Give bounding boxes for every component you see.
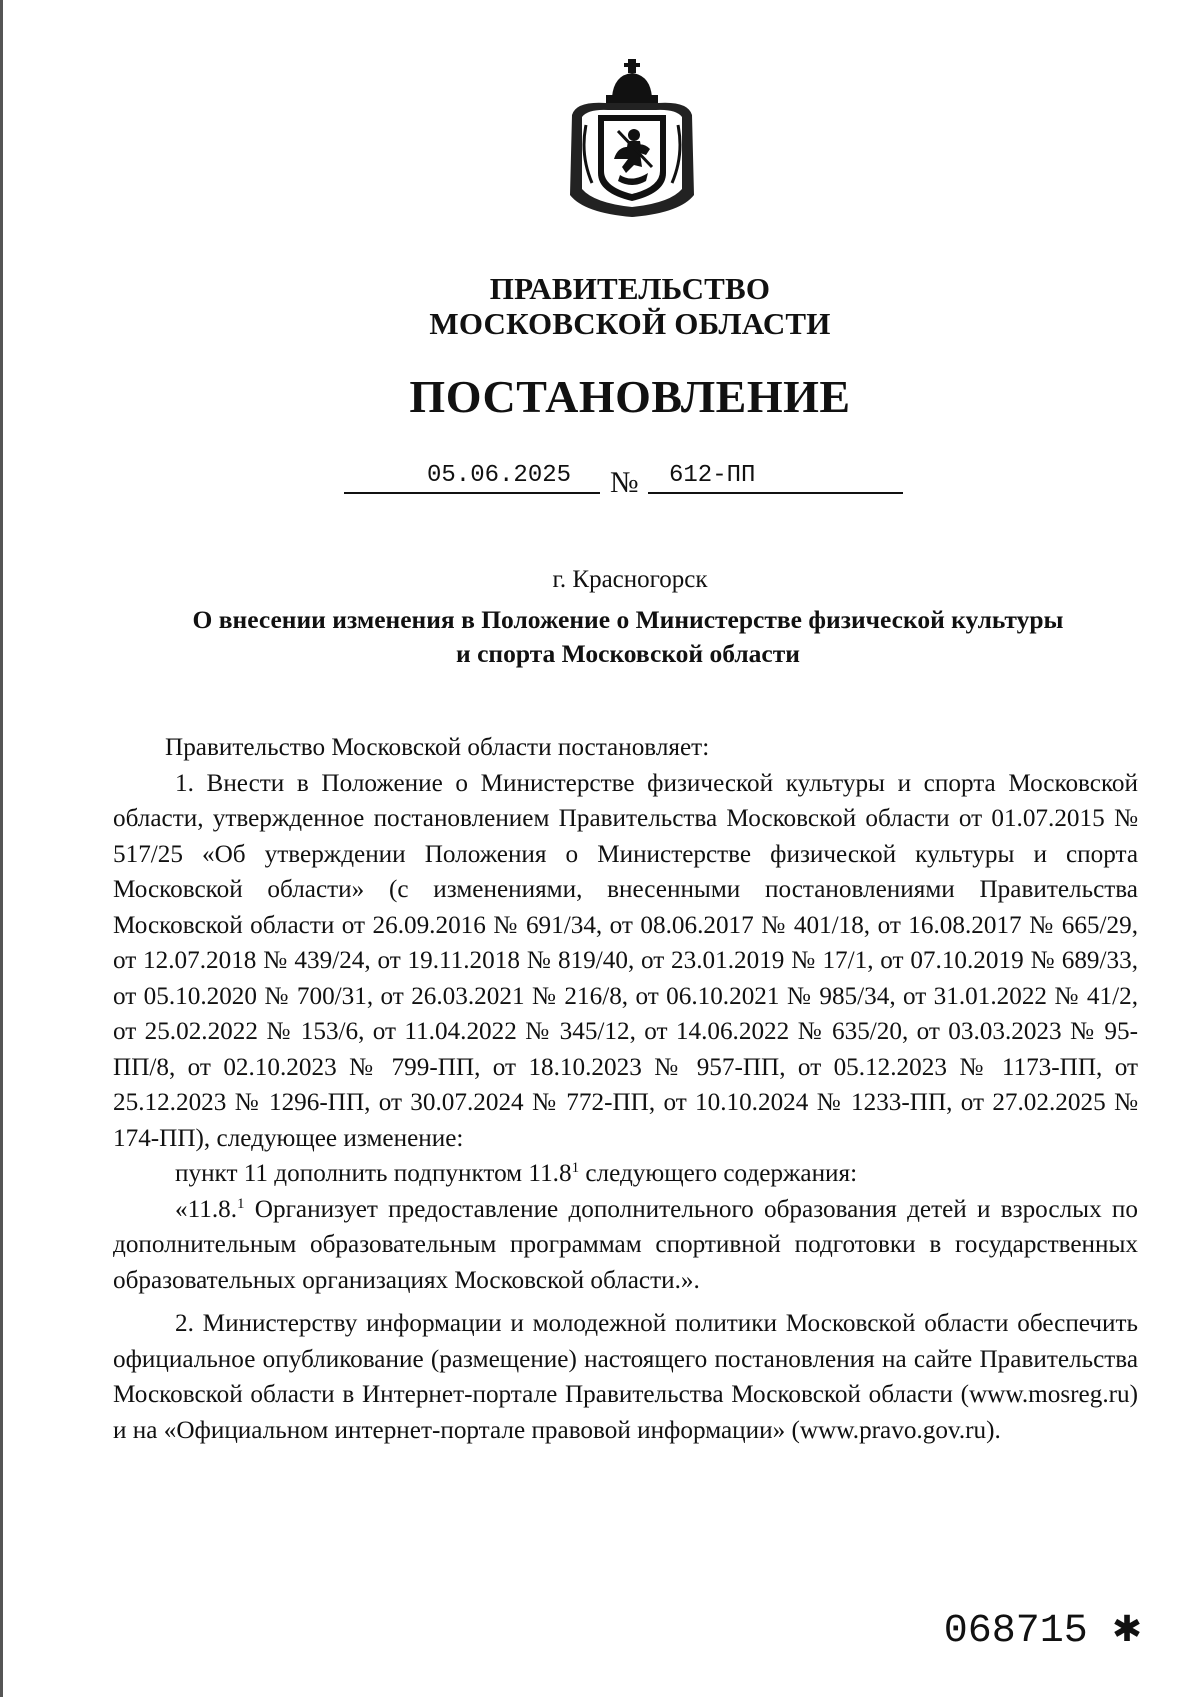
document-type: ПОСТАНОВЛЕНИЕ — [409, 371, 851, 422]
date-underline — [344, 492, 600, 494]
number-sign: № — [610, 466, 639, 499]
subitem-intro-tail: следующего содержания: — [579, 1160, 858, 1187]
asterisk-icon: ✱ — [1111, 1609, 1142, 1650]
quoted-subitem-sup: 1 — [237, 1195, 245, 1212]
document-body — [113, 730, 1138, 1448]
quoted-subitem-number: «11.8. — [175, 1195, 238, 1223]
preamble: Правительство Московской области постановляет: — [165, 734, 710, 761]
subitem-intro-sup: 1 — [571, 1160, 580, 1176]
city: г. Красногорск — [552, 566, 708, 593]
org-name-line2: МОСКОВСКОЙ ОБЛАСТИ — [429, 306, 831, 341]
serial-number — [944, 1608, 1142, 1654]
document-date: 05.06.2025 — [427, 462, 572, 489]
quoted-subitem-text: Организует предоставление дополнительного образования детей и взрослых по дополнительным образовательным программам спортивной подготовки в государственных образовательных организациях Московской области.». — [113, 1195, 1138, 1294]
item-1: 1. Внести в Положение о Министерстве физической культуры и спорта Московской области, утвержденное постановлением Правительства Московской области от 01.07.2015 № 517/25 «Об утверждении Положения о Министерстве физической культуры и спорта Московской области» (с изменениями, внесенными постановлениями Правительства Московской области от 26.09.2016 № 691/34, от 08.06.2017 № 401/18, от 16.08.2017 № 665/29, от 12.07.2018 № 439/24, от 19.11.2018 № 819/40, от 23.01.2019 № 17/1, от 07.10.2019 № 689/33, от 05.10.2020 № 700/31, от 26.03.2021 № 216/8, от 06.10.2021 № 985/34, от 31.01.2022 № 41/2, от 25.02.2022 № 153/6, от 11.04.2022 № 345/12, от 14.06.2022 № 635/20, от 03.03.2023 № 95-ПП/8, от 02.10.2023 № 799-ПП, от 18.10.2023 № 957-ПП, от 05.12.2023 № 1173-ПП, от 25.12.2023 № 1296-ПП, от 30.07.2024 № 772-ПП, от 10.10.2024 № 1233-ПП, от 27.02.2025 № 174-ПП), следующее изменение: — [113, 769, 1138, 1152]
subitem-intro-text: пункт 11 дополнить подпунктом 11.8 — [175, 1160, 572, 1187]
scan-edge — [0, 0, 3, 1697]
org-name-line1: ПРАВИТЕЛЬСТВО — [489, 271, 771, 306]
document-number: 612-ПП — [669, 462, 756, 489]
quoted-subitem — [113, 1192, 1138, 1299]
document-title — [138, 603, 1118, 671]
title-line1: О внесении изменения в Положение о Министерстве физической культуры — [192, 605, 1064, 634]
title-line2: и спорта Московской области — [456, 639, 800, 668]
serial-number-text: 068715 — [943, 1609, 1088, 1654]
subitem-intro — [113, 1156, 1138, 1192]
coat-of-arms-icon — [562, 55, 702, 220]
number-underline — [648, 492, 903, 494]
item-2: 2. Министерству информации и молодежной политики Московской области обеспечить официальное опубликование (размещение) настоящего постановления на сайте Правительства Московской области в Интернет-портале Правительства Московской области (www.mosreg.ru) и на «Официальном интернет-портале правовой информации» (www.pravo.gov.ru). — [113, 1310, 1138, 1444]
